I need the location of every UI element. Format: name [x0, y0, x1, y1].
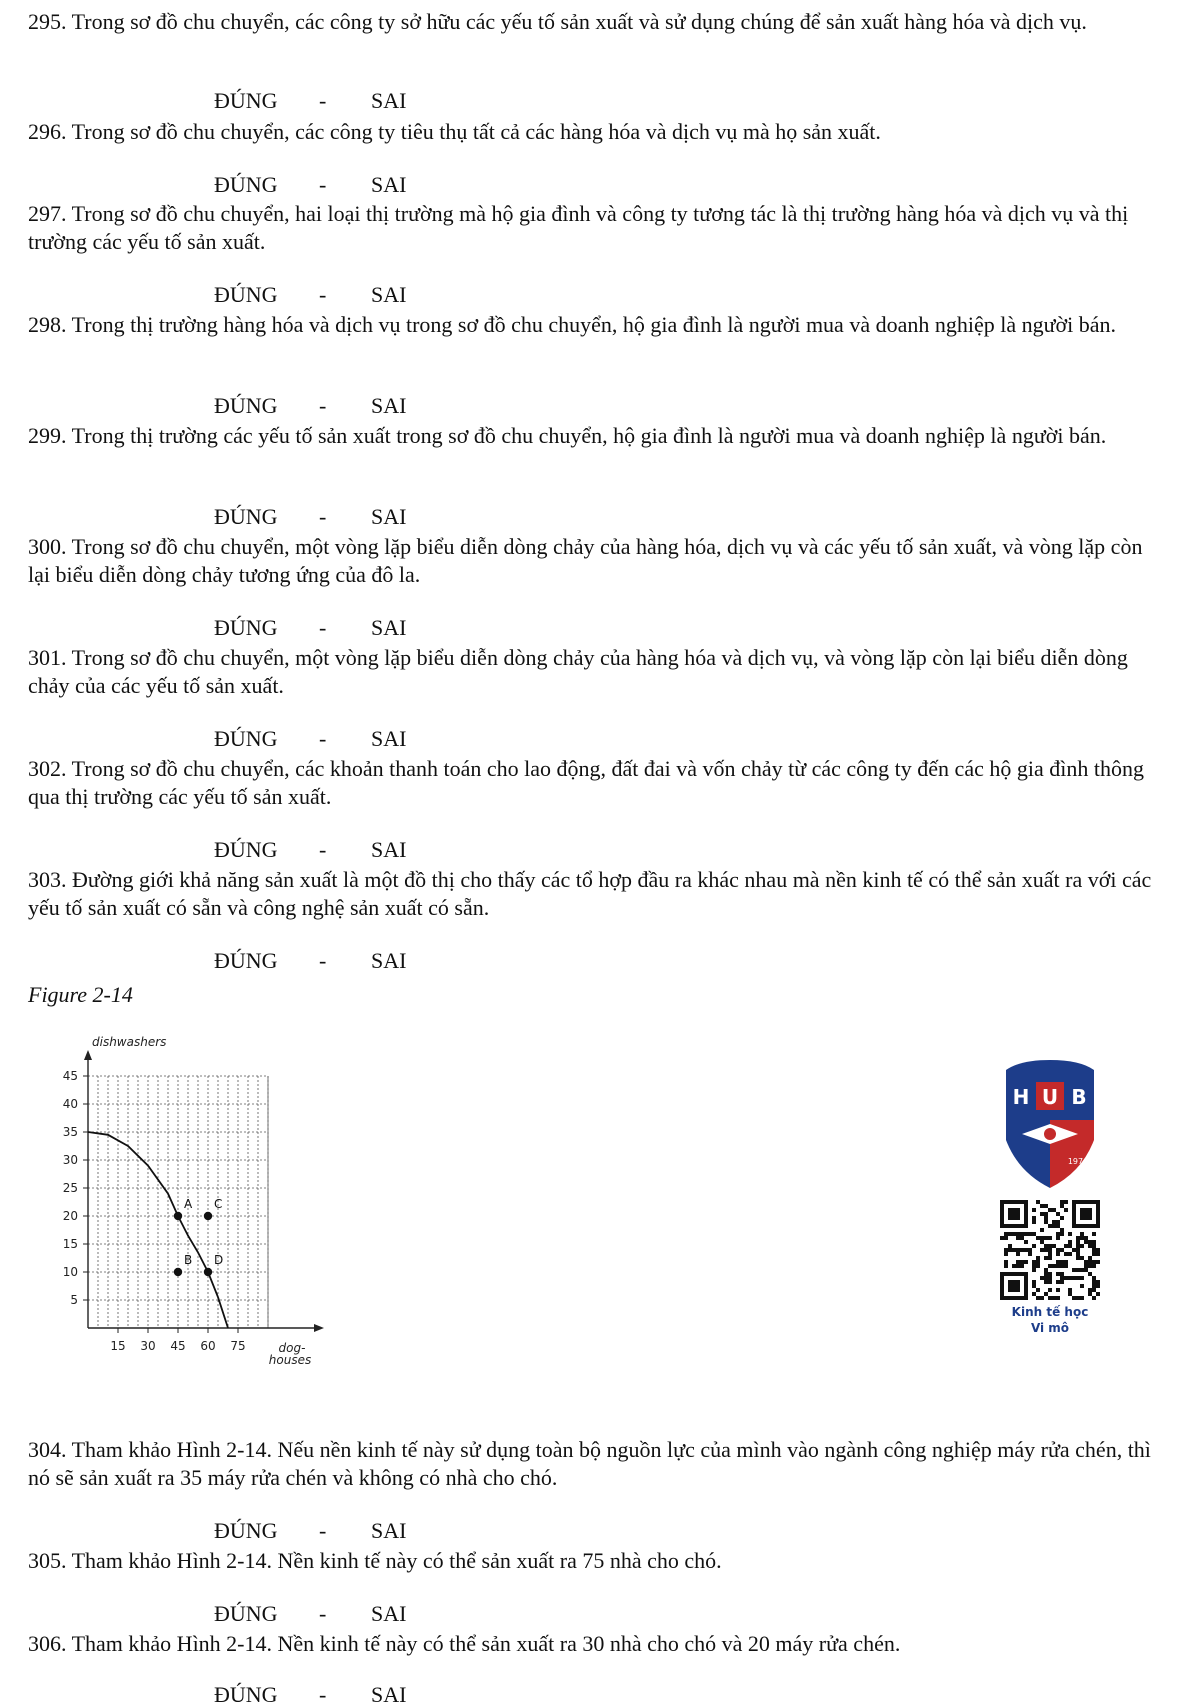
dash: - [319, 282, 327, 307]
qr-module [1076, 1240, 1080, 1244]
qr-module [1060, 1248, 1064, 1252]
true-option: ĐÚNG [214, 837, 278, 862]
qr-module [1076, 1252, 1080, 1256]
qr-module [1092, 1288, 1096, 1292]
question-302 [28, 755, 1168, 811]
logo-letter-u: U [1041, 1085, 1059, 1109]
qr-module [1016, 1264, 1020, 1268]
qr-module [1008, 1244, 1012, 1248]
question-text: 306. Tham khảo Hình 2-14. Nền kinh tế này có thể sản xuất ra 30 nhà cho chó và 20 máy rửa chén. [28, 1631, 901, 1656]
answer-options [203, 367, 406, 419]
y-tick-label: 40 [62, 1097, 78, 1111]
answer-options [203, 146, 406, 198]
qr-module [1016, 1232, 1020, 1236]
qr-module [1052, 1220, 1056, 1224]
qr-module [1060, 1204, 1064, 1208]
true-option: ĐÚNG [214, 88, 278, 113]
qr-module [1048, 1236, 1052, 1240]
question-text: 302. Trong sơ đồ chu chuyển, các khoản thanh toán cho lao động, đất đai và vốn chảy từ các công ty đến các hộ gia đình thông qua thị trường các yếu tố sản xuất. [28, 756, 1144, 809]
qr-module [1004, 1236, 1008, 1240]
false-option: SAI [371, 615, 407, 640]
qr-module [1024, 1248, 1028, 1252]
false-option: SAI [371, 837, 407, 862]
true-option: ĐÚNG [214, 1518, 278, 1543]
qr-module [1092, 1252, 1096, 1256]
qr-module [1060, 1200, 1064, 1204]
qr-module [1092, 1284, 1096, 1288]
qr-module [1044, 1280, 1048, 1284]
answer-options [203, 700, 406, 752]
qr-module [1028, 1248, 1032, 1252]
y-tick-label: 25 [62, 1181, 78, 1195]
qr-module [1048, 1208, 1052, 1212]
qr-module [1060, 1276, 1064, 1280]
qr-module [1064, 1252, 1068, 1256]
qr-module [1024, 1232, 1028, 1236]
false-option: SAI [371, 1518, 407, 1543]
x-tick-label: 75 [230, 1339, 246, 1353]
qr-module [1012, 1264, 1016, 1268]
qr-module [1080, 1256, 1084, 1260]
logo-letter-b: B [1071, 1085, 1087, 1109]
qr-module [1080, 1232, 1084, 1236]
logo-caption-line1: Kinh tế học [1011, 1305, 1089, 1319]
qr-module [1040, 1228, 1044, 1232]
qr-module [1008, 1232, 1012, 1236]
true-option: ĐÚNG [214, 393, 278, 418]
y-tick-label: 5 [70, 1293, 78, 1307]
qr-module [1052, 1264, 1056, 1268]
qr-module [1032, 1260, 1036, 1264]
qr-module [1036, 1260, 1040, 1264]
qr-module [1056, 1220, 1060, 1224]
false-option: SAI [371, 1601, 407, 1626]
qr-module [1064, 1276, 1068, 1280]
qr-module [1052, 1208, 1056, 1212]
question-296 [28, 118, 1168, 146]
figure-caption: Figure 2-14 [28, 982, 133, 1007]
qr-module [1024, 1260, 1028, 1264]
qr-module [1044, 1276, 1048, 1280]
dash: - [319, 172, 327, 197]
qr-module [1056, 1296, 1060, 1300]
qr-module [1092, 1232, 1096, 1236]
x-tick-label: 45 [170, 1339, 186, 1353]
qr-module [1048, 1272, 1052, 1276]
qr-module [1076, 1244, 1080, 1248]
qr-module [1060, 1280, 1064, 1284]
qr-module [1008, 1248, 1012, 1252]
question-301 [28, 644, 1168, 700]
false-option: SAI [371, 1682, 407, 1707]
answer-options [203, 1575, 406, 1627]
dash: - [319, 948, 327, 973]
true-option: ĐÚNG [214, 282, 278, 307]
logo-letter-h: H [1012, 1085, 1030, 1109]
qr-module [1020, 1236, 1024, 1240]
answer-options [203, 62, 406, 114]
qr-module [1092, 1280, 1096, 1284]
qr-module [1060, 1260, 1064, 1264]
false-option: SAI [371, 948, 407, 973]
y-tick-label: 30 [62, 1153, 78, 1167]
qr-module [1088, 1256, 1092, 1260]
dash: - [319, 1682, 327, 1707]
qr-module [1048, 1252, 1052, 1256]
qr-module [1092, 1260, 1096, 1264]
qr-module [1032, 1208, 1036, 1212]
qr-module [1048, 1264, 1052, 1268]
qr-module [1096, 1292, 1100, 1296]
qr-module [1036, 1200, 1040, 1204]
qr-module [1096, 1248, 1100, 1252]
qr-module [1084, 1240, 1088, 1244]
y-axis-label: dishwashers [92, 1035, 167, 1049]
point-d [204, 1268, 212, 1276]
qr-module [1068, 1288, 1072, 1292]
point-label-d: D [214, 1253, 224, 1267]
qr-module [1032, 1268, 1036, 1272]
qr-module [1072, 1296, 1076, 1300]
question-text: 303. Đường giới khả năng sản xuất là một đồ thị cho thấy các tổ hợp đầu ra khác nhau mà nền kinh tế có thể sản xuất ra với các yếu tố sản xuất có sẵn và công nghệ sản xuất có sẵn. [28, 867, 1152, 920]
qr-module [1080, 1276, 1084, 1280]
y-tick-label: 20 [62, 1209, 78, 1223]
qr-module [1044, 1292, 1048, 1296]
y-tick-label: 35 [62, 1125, 78, 1139]
qr-module [1068, 1244, 1072, 1248]
qr-module [1092, 1240, 1096, 1244]
x-axis-label-line2: houses [268, 1353, 312, 1367]
qr-module [1088, 1240, 1092, 1244]
qr-module [1004, 1264, 1008, 1268]
dash: - [319, 88, 327, 113]
qr-module [1032, 1264, 1036, 1268]
qr-module [1032, 1292, 1036, 1296]
y-tick-label: 10 [62, 1265, 78, 1279]
x-tick-label: 60 [200, 1339, 216, 1353]
qr-module [1064, 1260, 1068, 1264]
question-297 [28, 200, 1168, 256]
qr-module [1040, 1240, 1044, 1244]
qr-module [1064, 1200, 1068, 1204]
qr-module [1056, 1260, 1060, 1264]
y-tick-label: 45 [62, 1069, 78, 1083]
qr-module [1056, 1212, 1060, 1216]
qr-module [1088, 1292, 1092, 1296]
qr-module [1052, 1244, 1056, 1248]
dash: - [319, 726, 327, 751]
chart-points [174, 1197, 223, 1276]
logo-caption-line2: Vi mô [1030, 1321, 1070, 1335]
true-option: ĐÚNG [214, 172, 278, 197]
qr-module [1064, 1244, 1068, 1248]
point-label-b: B [184, 1253, 193, 1267]
answer-options [203, 256, 406, 308]
x-tick-label: 15 [110, 1339, 126, 1353]
qr-module [1076, 1276, 1080, 1280]
answer-options [203, 922, 406, 974]
qr-module [1096, 1284, 1100, 1288]
qr-module [1024, 1240, 1028, 1244]
qr-module [1072, 1248, 1076, 1252]
qr-module [1068, 1240, 1072, 1244]
qr-module [1056, 1232, 1060, 1236]
qr-module [1040, 1276, 1044, 1280]
qr-module [1076, 1296, 1080, 1300]
dash: - [319, 837, 327, 862]
qr-module [1016, 1236, 1020, 1240]
chart-ticks [63, 1069, 246, 1353]
qr-module [1076, 1256, 1080, 1260]
qr-module [1068, 1276, 1072, 1280]
false-option: SAI [371, 504, 407, 529]
qr-module [1044, 1220, 1048, 1224]
qr-finder-top-right [1072, 1200, 1100, 1228]
question-text: 298. Trong thị trường hàng hóa và dịch vụ trong sơ đồ chu chuyển, hộ gia đình là người mua và doanh nghiệp là người bán. [28, 312, 1117, 337]
qr-module [1048, 1244, 1052, 1248]
qr-module [1004, 1260, 1008, 1264]
qr-module [1092, 1244, 1096, 1248]
logo-caption [1000, 1304, 1100, 1336]
qr-module [1016, 1248, 1020, 1252]
question-text: 301. Trong sơ đồ chu chuyển, một vòng lặp biểu diễn dòng chảy của hàng hóa và dịch vụ, và vòng lặp còn lại biểu diễn dòng chảy của các yếu tố sản xuất. [28, 645, 1128, 698]
qr-module [1044, 1272, 1048, 1276]
qr-module [1040, 1248, 1044, 1252]
qr-module [1056, 1264, 1060, 1268]
qr-module [1048, 1248, 1052, 1252]
qr-module [1080, 1268, 1084, 1272]
qr-module [1088, 1244, 1092, 1248]
qr-finder-top-left [1000, 1200, 1028, 1228]
qr-module [1056, 1272, 1060, 1276]
qr-module [1044, 1236, 1048, 1240]
qr-module [1044, 1212, 1048, 1216]
false-option: SAI [371, 282, 407, 307]
qr-module [1076, 1248, 1080, 1252]
question-text: 300. Trong sơ đồ chu chuyển, một vòng lặp biểu diễn dòng chảy của hàng hóa, dịch vụ và các yếu tố sản xuất, và vòng lặp còn lại biểu diễn dòng chảy tương ứng của đô la. [28, 534, 1143, 587]
qr-module [1092, 1248, 1096, 1252]
qr-module [1076, 1268, 1080, 1272]
question-306 [28, 1630, 1168, 1658]
true-option: ĐÚNG [214, 1601, 278, 1626]
dash: - [319, 504, 327, 529]
qr-module [1020, 1260, 1024, 1264]
chart-grid [88, 1076, 268, 1328]
logo-emblem-center [1044, 1128, 1056, 1140]
dash: - [319, 1518, 327, 1543]
qr-module [1044, 1256, 1048, 1260]
answer-options [203, 589, 406, 641]
true-option: ĐÚNG [214, 726, 278, 751]
y-tick-label: 15 [62, 1237, 78, 1251]
qr-module [1088, 1260, 1092, 1264]
qr-module [1044, 1248, 1048, 1252]
qr-finder-bottom-left [1000, 1272, 1028, 1300]
qr-module [1036, 1256, 1040, 1260]
qr-module [1036, 1236, 1040, 1240]
false-option: SAI [371, 726, 407, 751]
x-axis-arrow [314, 1324, 324, 1332]
qr-module [1064, 1208, 1068, 1212]
qr-module [1060, 1232, 1064, 1236]
false-option: SAI [371, 88, 407, 113]
qr-module [1092, 1264, 1096, 1268]
qr-module [1004, 1252, 1008, 1256]
point-a [174, 1212, 182, 1220]
qr-module [1080, 1296, 1084, 1300]
qr-module [1096, 1280, 1100, 1284]
qr-module [1080, 1236, 1084, 1240]
qr-module [1088, 1264, 1092, 1268]
qr-module [1032, 1232, 1036, 1236]
qr-module [1096, 1260, 1100, 1264]
qr-module [1068, 1232, 1072, 1236]
qr-module [1044, 1268, 1048, 1272]
qr-module [1060, 1264, 1064, 1268]
qr-module [1036, 1296, 1040, 1300]
qr-module [1072, 1276, 1076, 1280]
hub-logo [1000, 1060, 1100, 1190]
qr-module [1040, 1204, 1044, 1208]
dash: - [319, 393, 327, 418]
qr-module [1040, 1212, 1044, 1216]
qr-module [1004, 1248, 1008, 1252]
qr-module [1048, 1296, 1052, 1300]
qr-module [1056, 1280, 1060, 1284]
point-c [204, 1212, 212, 1220]
dash: - [319, 1601, 327, 1626]
qr-module [1032, 1280, 1036, 1284]
qr-module [1012, 1248, 1016, 1252]
question-text: 296. Trong sơ đồ chu chuyển, các công ty tiêu thụ tất cả các hàng hóa và dịch vụ mà họ sản xuất. [28, 119, 881, 144]
question-text: 297. Trong sơ đồ chu chuyển, hai loại thị trường mà hộ gia đình và công ty tương tác là thị trường hàng hóa và dịch vụ và thị trường các yếu tố sản xuất. [28, 201, 1129, 254]
answer-options [203, 811, 406, 863]
point-label-a: A [184, 1197, 193, 1211]
qr-module [1080, 1244, 1084, 1248]
qr-module [1048, 1256, 1052, 1260]
ppf-chart [40, 1032, 330, 1372]
qr-module [1020, 1248, 1024, 1252]
qr-module [1072, 1268, 1076, 1272]
qr-module [1048, 1288, 1052, 1292]
qr-module [1036, 1264, 1040, 1268]
question-295 [28, 8, 1168, 36]
qr-module [1056, 1224, 1060, 1228]
qr-module [1068, 1252, 1072, 1256]
qr-module [1000, 1236, 1004, 1240]
qr-module [1012, 1232, 1016, 1236]
x-tick-label: 30 [140, 1339, 156, 1353]
question-text: 295. Trong sơ đồ chu chuyển, các công ty sở hữu các yếu tố sản xuất và sử dụng chúng để sản xuất hàng hóa và dịch vụ. [28, 9, 1087, 34]
qr-module [1056, 1288, 1060, 1292]
qr-module [1080, 1284, 1084, 1288]
qr-module [1084, 1264, 1088, 1268]
qr-module [1032, 1284, 1036, 1288]
qr-module [1004, 1232, 1008, 1236]
qr-module [1032, 1220, 1036, 1224]
false-option: SAI [371, 172, 407, 197]
qr-module [1068, 1292, 1072, 1296]
answer-options [203, 478, 406, 530]
y-axis-arrow [84, 1050, 92, 1060]
true-option: ĐÚNG [214, 1682, 278, 1707]
qr-module [1076, 1236, 1080, 1240]
qr-module [1088, 1272, 1092, 1276]
qr-module [1060, 1228, 1064, 1232]
question-text: 304. Tham khảo Hình 2-14. Nếu nền kinh tế này sử dụng toàn bộ nguồn lực của mình vào ngành công nghiệp máy rửa chén, thì nó sẽ sản xuất ra 35 máy rửa chén và không có nhà cho chó. [28, 1437, 1151, 1490]
dash: - [319, 615, 327, 640]
question-text: 305. Tham khảo Hình 2-14. Nền kinh tế này có thể sản xuất ra 75 nhà cho chó. [28, 1548, 722, 1573]
qr-module [1016, 1260, 1020, 1264]
true-option: ĐÚNG [214, 615, 278, 640]
question-text: 299. Trong thị trường các yếu tố sản xuất trong sơ đồ chu chuyển, hộ gia đình là người mua và doanh nghiệp là người bán. [28, 423, 1107, 448]
qr-module [1064, 1264, 1068, 1268]
qr-module [1056, 1248, 1060, 1252]
qr-module [1040, 1236, 1044, 1240]
qr-module [1060, 1216, 1064, 1220]
qr-module [1092, 1296, 1096, 1300]
qr-module [1016, 1252, 1020, 1256]
qr-module [1020, 1264, 1024, 1268]
point-label-c: C [214, 1197, 223, 1211]
qr-module [1088, 1288, 1092, 1292]
qr-module [1056, 1236, 1060, 1240]
qr-module [1028, 1252, 1032, 1256]
answer-options [203, 1656, 406, 1708]
question-305 [28, 1547, 1168, 1575]
qr-module [1048, 1280, 1052, 1284]
qr-module [1084, 1260, 1088, 1264]
qr-module [1060, 1272, 1064, 1276]
qr-module [1036, 1288, 1040, 1292]
qr-module [1052, 1296, 1056, 1300]
qr-module [1020, 1232, 1024, 1236]
qr-module [1084, 1268, 1088, 1272]
question-304 [28, 1436, 1168, 1492]
qr-module [1044, 1244, 1048, 1248]
qr-module [1044, 1204, 1048, 1208]
true-option: ĐÚNG [214, 504, 278, 529]
qr-module [1032, 1244, 1036, 1248]
qr-module [1096, 1252, 1100, 1256]
logo-year: 1976 [1067, 1157, 1089, 1166]
qr-code [1000, 1200, 1100, 1300]
question-298 [28, 311, 1168, 339]
question-300 [28, 533, 1168, 589]
qr-module [1048, 1224, 1052, 1228]
qr-module [1084, 1236, 1088, 1240]
question-299 [28, 422, 1168, 450]
qr-module [1052, 1224, 1056, 1228]
qr-module [1044, 1216, 1048, 1220]
qr-module [1040, 1296, 1044, 1300]
true-option: ĐÚNG [214, 948, 278, 973]
answer-options [203, 1492, 406, 1544]
false-option: SAI [371, 393, 407, 418]
x-axis-label-line1: dog- [278, 1341, 306, 1355]
question-303 [28, 866, 1168, 922]
qr-module [1048, 1276, 1052, 1280]
point-b [174, 1268, 182, 1276]
qr-module [1092, 1276, 1096, 1280]
qr-module [1028, 1232, 1032, 1236]
qr-module [1032, 1216, 1036, 1220]
qr-module [1056, 1252, 1060, 1256]
